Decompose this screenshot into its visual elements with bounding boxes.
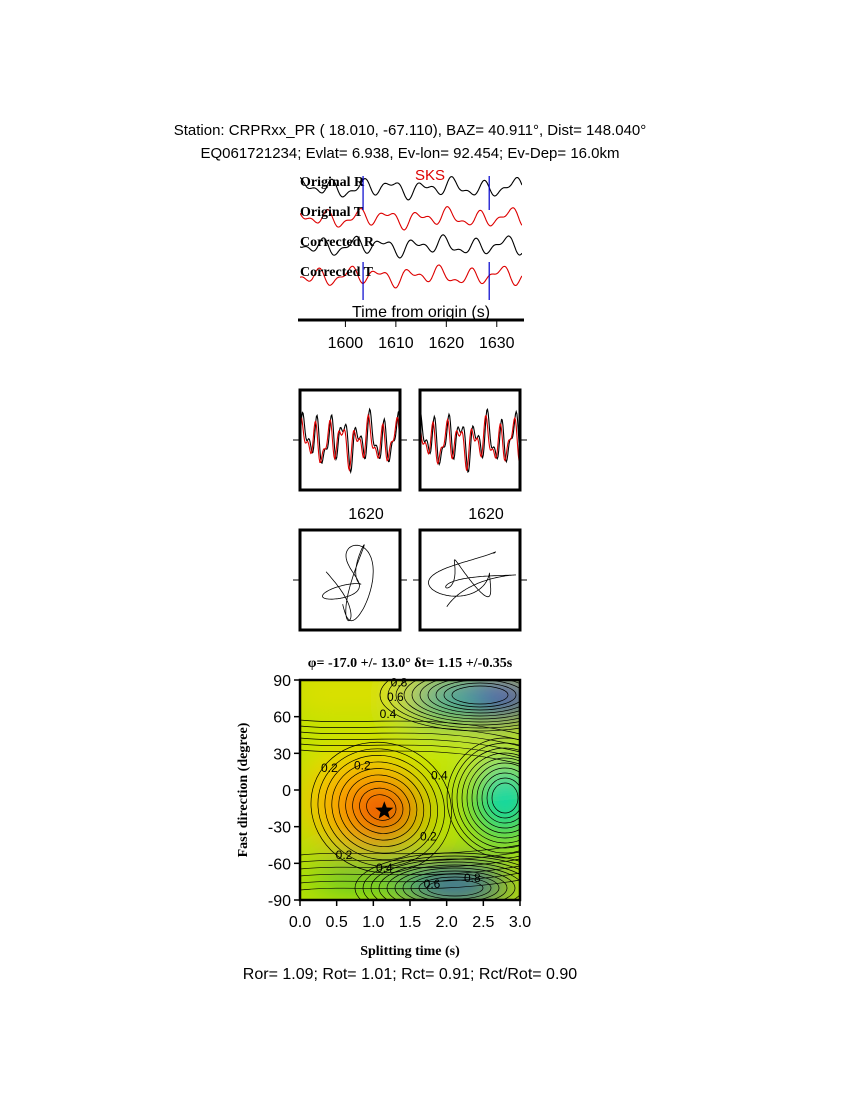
contour-label: 0.6 [386,690,404,705]
header-event-line: EQ061721234; Evlat= 6.938, Ev-lon= 92.454; Ev-Dep= 16.0km [200,145,620,162]
grid-xtick-label: 2.0 [435,914,458,931]
grid-xtick-label: 1.5 [398,914,422,931]
contour-label: 0.4 [375,861,393,876]
grid-xtick-label: 0.5 [325,914,348,931]
grid-xtick-label: 1.0 [362,914,385,931]
trace-label-original-r: Original R [300,175,365,190]
window-waveform-corrected [413,390,527,523]
grid-search-panel [236,656,580,959]
contour-label: 0.8 [390,675,408,690]
seismogram-panel [298,167,524,352]
contour-label: 0.8 [463,871,481,885]
trace-label-original-t: Original T [300,205,364,220]
contour-label: 0.2 [353,758,371,773]
window-tick-label-original: 1620 [348,506,384,523]
grid-ytick-label: -90 [267,893,291,910]
window-trace-transverse [301,415,399,470]
window-tick-label-corrected: 1620 [468,506,504,523]
trace-label-corrected-r: Corrected R [300,235,374,250]
grid-search-title: φ= -17.0 +/- 13.0° δt= 1.15 +/-0.35s [307,656,513,671]
contour-label: 0.4 [379,707,397,722]
particle-motion-path [429,552,516,607]
contour-label: 0.2 [419,829,437,844]
grid-xlabel: Splitting time (s) [360,944,460,959]
grid-ytick-label: 0 [282,783,291,800]
contour-label: 0.6 [423,877,441,892]
particle-motion-corrected [413,530,527,630]
window-waveform-original [293,390,407,523]
grid-xtick-label: 3.0 [508,914,532,931]
time-tick-label: 1600 [327,335,364,352]
trace-label-corrected-t: Corrected T [300,265,373,280]
grid-xtick-label: 2.5 [472,914,495,931]
grid-ytick-label: 30 [273,746,291,764]
header-station-line: Station: CRPRxx_PR ( 18.010, -67.110), BAZ= 40.911°, Dist= 148.040° [173,122,647,139]
contour-label: 0.4 [430,768,448,783]
grid-ytick-label: -60 [267,856,291,874]
grid-ytick-label: 90 [273,673,291,690]
time-tick-label: 1630 [478,335,515,352]
grid-ylabel: Fast direction (degree) [236,722,251,858]
footer-ratios: Ror= 1.09; Rot= 1.01; Rct= 0.91; Rct/Rot= 0.90 [242,966,578,983]
grid-ytick-label: -30 [267,819,291,837]
time-tick-label: 1610 [378,335,414,352]
time-axis-label: Time from origin (s) [352,304,491,321]
contour-label: 0.2 [335,847,353,862]
particle-motion-path [323,545,374,621]
particle-motion-original [293,530,407,630]
contour-label: 0.2 [320,761,338,775]
grid-xtick-label: 0.0 [288,914,312,931]
time-tick-label: 1620 [428,335,465,352]
phase-label-sks: SKS [415,167,446,184]
grid-ytick-label: 60 [273,709,291,727]
